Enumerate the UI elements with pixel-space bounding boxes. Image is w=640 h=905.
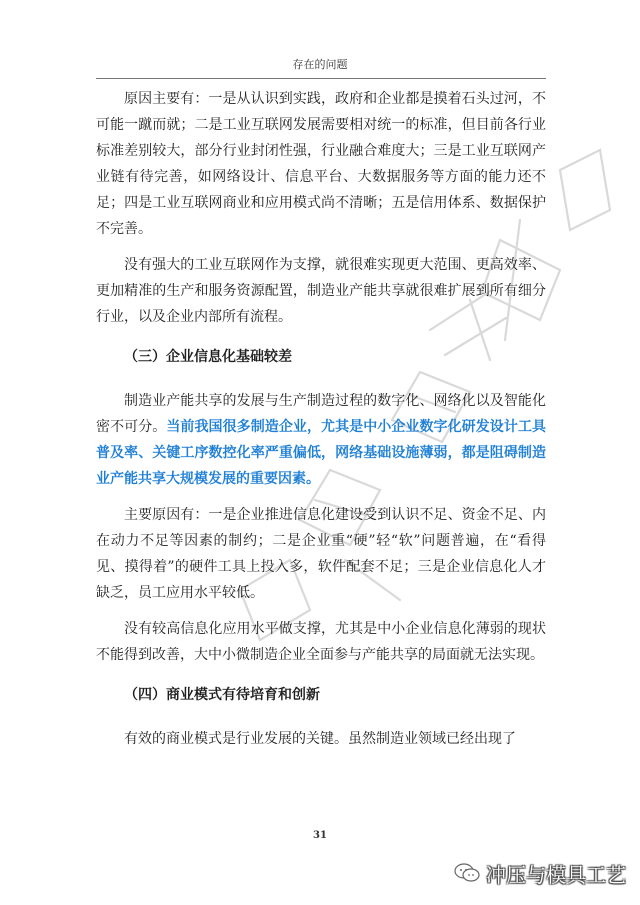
paragraph-informatization bbox=[96, 388, 546, 492]
page-number: 31 bbox=[313, 830, 327, 841]
paragraph-main-reasons: 主要原因有：一是企业推进信息化建设受到认识不足、资金不足、内在动力不足等因素的制约；二是企业重“硬”轻“软”问题普遍，在“看得见、摸得着”的硬件工具上投入多，软件配套不足；三是企业信息化人才缺乏，员工应用水平较低。 bbox=[96, 507, 546, 601]
section-heading-3: （三）企业信息化基础较差 bbox=[124, 349, 292, 365]
document-body bbox=[96, 86, 546, 762]
paragraph-text: 制造业产能共享的发展与生产制造过程的数字化、网络化以及智能化密不可分。 bbox=[96, 393, 546, 435]
paragraph-informatization-support: 没有较高信息化应用水平做支撑，尤其是中小企业信息化薄弱的现状不能得到改善，大中小微制造企业全面参与产能共享的局面就无法实现。 bbox=[96, 621, 546, 663]
header-rule bbox=[96, 78, 546, 79]
brand-name: 冲压与模具工艺 bbox=[486, 862, 626, 887]
paragraph-industrial-internet-support: 没有强大的工业互联网作为支撑，就很难实现更大范围、更高效率、更加精准的生产和服务资源配置，制造业产能共享就很难扩展到所有细分行业，以及企业内部所有流程。 bbox=[96, 257, 546, 325]
chat-bubble-icon bbox=[454, 862, 480, 884]
paragraph-business-model: 有效的商业模式是行业发展的关键。虽然制造业领域已经出现了 bbox=[124, 731, 516, 747]
section-heading-4: （四）商业模式有待培育和创新 bbox=[124, 687, 320, 703]
brand-watermark bbox=[454, 860, 626, 886]
highlighted-text: 当前我国很多制造企业，尤其是中小企业数字化研发设计工具普及率、关键工序数控化率严重偏低，网络基础设施薄弱，都是阻碍制造业产能共享大规模发展的重要因素。 bbox=[96, 419, 547, 487]
paragraph-reasons: 原因主要有：一是从认识到实践，政府和企业都是摸着石头过河，不可能一蹴而就；二是工业互联网发展需要相对统一的标准，但目前各行业标准差别较大，部分行业封闭性强，行业融合难度大；三是工业互联网产业链有待完善，如网络设计、信息平台、大数据服务等方面的能力还不足；四是工业互联网商业和应用模式尚不清晰；五是信用体系、数据保护不完善。 bbox=[96, 91, 546, 237]
running-header: 存在的问题 bbox=[292, 58, 348, 71]
